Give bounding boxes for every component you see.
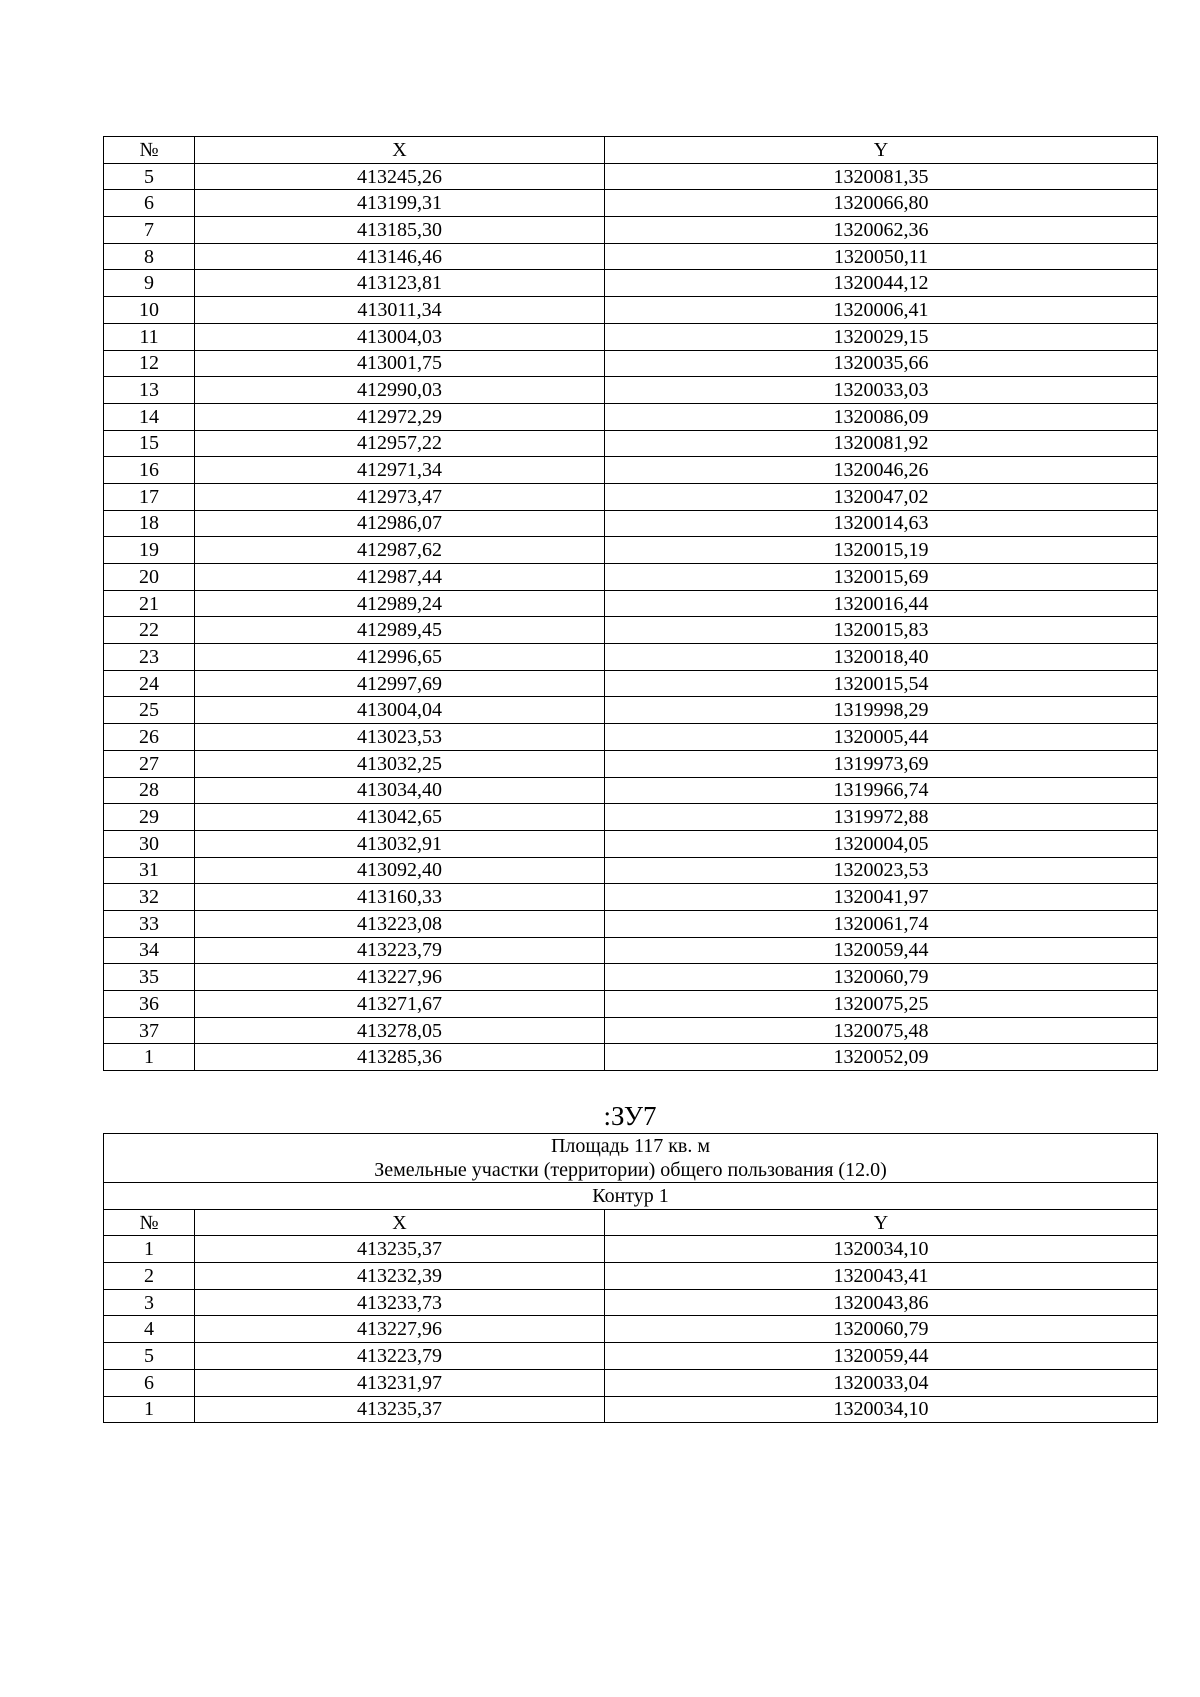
table-row (104, 830, 1158, 857)
x-coordinate-cell: 413223,08 (195, 910, 605, 937)
y-coordinate-cell: 1320062,36 (605, 217, 1158, 244)
table-row (104, 857, 1158, 884)
point-number-cell: 4 (104, 1316, 195, 1343)
y-coordinate-cell: 1320081,35 (605, 163, 1158, 190)
table-row (104, 724, 1158, 751)
y-coordinate-cell: 1320035,66 (605, 350, 1158, 377)
y-coordinate-cell: 1320015,69 (605, 564, 1158, 591)
x-coordinate-cell: 412972,29 (195, 403, 605, 430)
x-coordinate-cell: 413023,53 (195, 724, 605, 751)
x-coordinate-cell: 412989,45 (195, 617, 605, 644)
point-number-cell: 17 (104, 483, 195, 510)
y-coordinate-cell: 1320034,10 (605, 1236, 1158, 1263)
point-number-cell: 20 (104, 564, 195, 591)
x-coordinate-cell: 413032,25 (195, 750, 605, 777)
y-coordinate-cell: 1320050,11 (605, 243, 1158, 270)
table-row (104, 804, 1158, 831)
table-row (104, 483, 1158, 510)
table-row (104, 1343, 1158, 1370)
column-header-y: Y (605, 137, 1158, 164)
y-coordinate-cell: 1320061,74 (605, 910, 1158, 937)
x-coordinate-cell: 412996,65 (195, 644, 605, 671)
column-header-number: № (104, 1209, 195, 1236)
x-coordinate-cell: 413223,79 (195, 1343, 605, 1370)
table-header-row (104, 1209, 1158, 1236)
x-coordinate-cell: 413245,26 (195, 163, 605, 190)
point-number-cell: 7 (104, 217, 195, 244)
y-coordinate-cell: 1320041,97 (605, 884, 1158, 911)
point-number-cell: 30 (104, 830, 195, 857)
table-row (104, 670, 1158, 697)
table-row (104, 937, 1158, 964)
y-coordinate-cell: 1319972,88 (605, 804, 1158, 831)
table-row (104, 644, 1158, 671)
x-coordinate-cell: 413235,37 (195, 1236, 605, 1263)
x-coordinate-cell: 412987,44 (195, 564, 605, 591)
y-coordinate-cell: 1320006,41 (605, 297, 1158, 324)
point-number-cell: 3 (104, 1289, 195, 1316)
point-number-cell: 35 (104, 964, 195, 991)
y-coordinate-cell: 1320043,86 (605, 1289, 1158, 1316)
y-coordinate-cell: 1320014,63 (605, 510, 1158, 537)
x-coordinate-cell: 413271,67 (195, 991, 605, 1018)
point-number-cell: 1 (104, 1044, 195, 1071)
point-number-cell: 16 (104, 457, 195, 484)
x-coordinate-cell: 413223,79 (195, 937, 605, 964)
y-coordinate-cell: 1319998,29 (605, 697, 1158, 724)
point-number-cell: 34 (104, 937, 195, 964)
table-body (104, 163, 1158, 1070)
table-row (104, 297, 1158, 324)
x-coordinate-cell: 413185,30 (195, 217, 605, 244)
table-row (104, 1044, 1158, 1071)
x-coordinate-cell: 413235,37 (195, 1396, 605, 1423)
y-coordinate-cell: 1320043,41 (605, 1263, 1158, 1290)
y-coordinate-cell: 1320052,09 (605, 1044, 1158, 1071)
point-number-cell: 19 (104, 537, 195, 564)
table-row (104, 430, 1158, 457)
x-coordinate-cell: 413227,96 (195, 964, 605, 991)
y-coordinate-cell: 1320044,12 (605, 270, 1158, 297)
table-row (104, 590, 1158, 617)
point-number-cell: 27 (104, 750, 195, 777)
point-number-cell: 25 (104, 697, 195, 724)
x-coordinate-cell: 413123,81 (195, 270, 605, 297)
parcel-usage: Земельные участки (территории) общего пользования (12.0) (374, 1159, 887, 1181)
y-coordinate-cell: 1320081,92 (605, 430, 1158, 457)
table-row (104, 270, 1158, 297)
table-body (104, 1236, 1158, 1423)
column-header-y: Y (605, 1209, 1158, 1236)
point-number-cell: 12 (104, 350, 195, 377)
point-number-cell: 1 (104, 1396, 195, 1423)
point-number-cell: 6 (104, 190, 195, 217)
y-coordinate-cell: 1320059,44 (605, 937, 1158, 964)
table-row (104, 190, 1158, 217)
y-coordinate-cell: 1320047,02 (605, 483, 1158, 510)
point-number-cell: 36 (104, 991, 195, 1018)
point-number-cell: 6 (104, 1369, 195, 1396)
y-coordinate-cell: 1319966,74 (605, 777, 1158, 804)
y-coordinate-cell: 1320015,83 (605, 617, 1158, 644)
y-coordinate-cell: 1320086,09 (605, 403, 1158, 430)
x-coordinate-cell: 413160,33 (195, 884, 605, 911)
parcel-area: Площадь 117 кв. м (550, 1135, 711, 1157)
x-coordinate-cell: 413232,39 (195, 1263, 605, 1290)
point-number-cell: 5 (104, 1343, 195, 1370)
point-number-cell: 28 (104, 777, 195, 804)
y-coordinate-cell: 1320023,53 (605, 857, 1158, 884)
x-coordinate-cell: 413034,40 (195, 777, 605, 804)
y-coordinate-cell: 1319973,69 (605, 750, 1158, 777)
y-coordinate-cell: 1320033,04 (605, 1369, 1158, 1396)
x-coordinate-cell: 413004,04 (195, 697, 605, 724)
x-coordinate-cell: 413146,46 (195, 243, 605, 270)
y-coordinate-cell: 1320018,40 (605, 644, 1158, 671)
table-row (104, 537, 1158, 564)
y-coordinate-cell: 1320029,15 (605, 323, 1158, 350)
table-row (104, 910, 1158, 937)
table-row (104, 1369, 1158, 1396)
table-row (104, 991, 1158, 1018)
point-number-cell: 13 (104, 377, 195, 404)
point-number-cell: 11 (104, 323, 195, 350)
x-coordinate-cell: 413233,73 (195, 1289, 605, 1316)
contour-row (104, 1183, 1158, 1210)
point-number-cell: 8 (104, 243, 195, 270)
table-row (104, 617, 1158, 644)
x-coordinate-cell: 412973,47 (195, 483, 605, 510)
x-coordinate-cell: 412990,03 (195, 377, 605, 404)
table-row (104, 777, 1158, 804)
point-number-cell: 1 (104, 1236, 195, 1263)
table-row (104, 750, 1158, 777)
point-number-cell: 2 (104, 1263, 195, 1290)
table-row (104, 1316, 1158, 1343)
column-header-number: № (104, 137, 195, 164)
table-row (104, 1396, 1158, 1423)
table-row (104, 350, 1158, 377)
y-coordinate-cell: 1320075,25 (605, 991, 1158, 1018)
table-row (104, 884, 1158, 911)
point-number-cell: 32 (104, 884, 195, 911)
parcel-title: :ЗУ7 (603, 1101, 657, 1131)
x-coordinate-cell: 412987,62 (195, 537, 605, 564)
y-coordinate-cell: 1320004,05 (605, 830, 1158, 857)
point-number-cell: 14 (104, 403, 195, 430)
y-coordinate-cell: 1320066,80 (605, 190, 1158, 217)
point-number-cell: 9 (104, 270, 195, 297)
contour-label: Контур 1 (104, 1183, 1158, 1210)
x-coordinate-cell: 413227,96 (195, 1316, 605, 1343)
x-coordinate-cell: 413042,65 (195, 804, 605, 831)
table-row (104, 403, 1158, 430)
x-coordinate-cell: 412997,69 (195, 670, 605, 697)
coordinates-table-continued (103, 136, 1158, 1071)
point-number-cell: 24 (104, 670, 195, 697)
point-number-cell: 29 (104, 804, 195, 831)
table-row (104, 217, 1158, 244)
table-row (104, 1236, 1158, 1263)
y-coordinate-cell: 1320075,48 (605, 1017, 1158, 1044)
table-row (104, 1263, 1158, 1290)
y-coordinate-cell: 1320060,79 (605, 1316, 1158, 1343)
point-number-cell: 21 (104, 590, 195, 617)
table-row (104, 163, 1158, 190)
point-number-cell: 10 (104, 297, 195, 324)
x-coordinate-cell: 412986,07 (195, 510, 605, 537)
point-number-cell: 37 (104, 1017, 195, 1044)
point-number-cell: 15 (104, 430, 195, 457)
table-row (104, 243, 1158, 270)
parcel-info-row (104, 1134, 1158, 1183)
table-row (104, 510, 1158, 537)
x-coordinate-cell: 413001,75 (195, 350, 605, 377)
y-coordinate-cell: 1320033,03 (605, 377, 1158, 404)
table-header-row (104, 137, 1158, 164)
y-coordinate-cell: 1320060,79 (605, 964, 1158, 991)
y-coordinate-cell: 1320015,19 (605, 537, 1158, 564)
x-coordinate-cell: 412957,22 (195, 430, 605, 457)
y-coordinate-cell: 1320016,44 (605, 590, 1158, 617)
table-row (104, 457, 1158, 484)
x-coordinate-cell: 412989,24 (195, 590, 605, 617)
y-coordinate-cell: 1320005,44 (605, 724, 1158, 751)
x-coordinate-cell: 413011,34 (195, 297, 605, 324)
y-coordinate-cell: 1320034,10 (605, 1396, 1158, 1423)
point-number-cell: 22 (104, 617, 195, 644)
column-header-x: X (195, 137, 605, 164)
table-row (104, 564, 1158, 591)
y-coordinate-cell: 1320059,44 (605, 1343, 1158, 1370)
table-row (104, 1289, 1158, 1316)
coordinates-table-zu7 (103, 1133, 1158, 1423)
table-row (104, 964, 1158, 991)
point-number-cell: 26 (104, 724, 195, 751)
point-number-cell: 33 (104, 910, 195, 937)
x-coordinate-cell: 413032,91 (195, 830, 605, 857)
point-number-cell: 23 (104, 644, 195, 671)
table-row (104, 697, 1158, 724)
column-header-x: X (195, 1209, 605, 1236)
table-row (104, 1017, 1158, 1044)
table-row (104, 323, 1158, 350)
point-number-cell: 5 (104, 163, 195, 190)
point-number-cell: 31 (104, 857, 195, 884)
x-coordinate-cell: 413004,03 (195, 323, 605, 350)
x-coordinate-cell: 413278,05 (195, 1017, 605, 1044)
y-coordinate-cell: 1320046,26 (605, 457, 1158, 484)
x-coordinate-cell: 413199,31 (195, 190, 605, 217)
y-coordinate-cell: 1320015,54 (605, 670, 1158, 697)
x-coordinate-cell: 413285,36 (195, 1044, 605, 1071)
table-row (104, 377, 1158, 404)
parcel-info-cell (104, 1134, 1158, 1183)
x-coordinate-cell: 413231,97 (195, 1369, 605, 1396)
point-number-cell: 18 (104, 510, 195, 537)
x-coordinate-cell: 413092,40 (195, 857, 605, 884)
x-coordinate-cell: 412971,34 (195, 457, 605, 484)
